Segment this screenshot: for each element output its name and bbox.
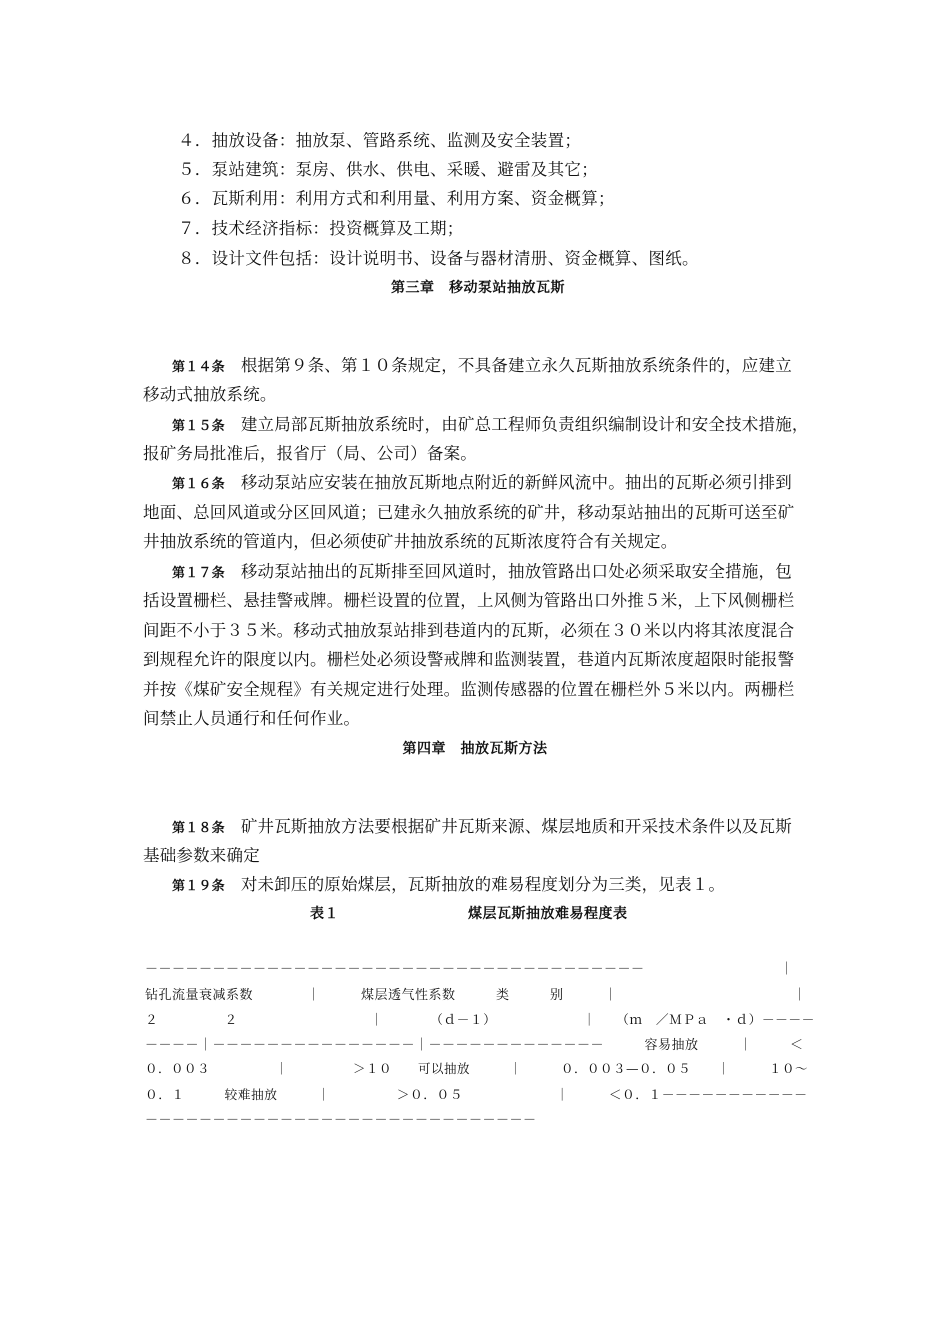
article-text: 间禁止人员通行和任何作业。 [143, 709, 361, 728]
article-text: 到规程允许的限度以内。栅栏处必须设警戒牌和监测装置，巷道内瓦斯浓度超限时能报警 [143, 650, 795, 669]
article-text: 矿井瓦斯抽放方法要根据矿井瓦斯来源、煤层地质和开采技术条件以及瓦斯 [240, 817, 792, 836]
table-row: ２ ２ ｜ （ｄ－１） ｜ （ｍ ／ＭＰａ ・ｄ）－－－－ [145, 1013, 815, 1028]
article-19 [172, 871, 725, 895]
table-row: ０．１ 较难抽放 ｜ ＞０．０５ ｜ ＜０．１－－－－－－－－－－－ [145, 1088, 808, 1103]
article-label: 第１５条 [172, 419, 225, 434]
list-item: ８．设计文件包括：设计说明书、设备与器材清册、资金概算、图纸。 [178, 249, 699, 268]
article-text: 建立局部瓦斯抽放系统时，由矿总工程师负责组织编制设计和安全技术措施， [240, 415, 809, 434]
article-text: 井抽放系统的管道内，但必须使矿井抽放系统的瓦斯浓度符合有关规定。 [143, 532, 678, 551]
table-border: ｜ [780, 962, 794, 977]
list-item: ６．瓦斯利用：利用方式和利用量、利用方案、资金概算； [178, 189, 615, 208]
table-row: －－－－－－－－－－－－－－－－－－－－－－－－－－－－－ [145, 1113, 537, 1128]
article-text: 对未卸压的原始煤层，瓦斯抽放的难易程度划分为三类，见表１。 [240, 875, 726, 894]
article-label: 第１６条 [172, 477, 225, 492]
article-15 [172, 411, 809, 435]
article-16 [172, 469, 792, 493]
article-18 [172, 813, 792, 837]
article-text: 并按《煤矿安全规程》有关规定进行处理。监测传感器的位置在栅栏外５米以内。两栅栏 [143, 680, 795, 699]
article-label: 第１９条 [172, 879, 225, 894]
list-item: ７．技术经济指标：投资概算及工期； [178, 219, 464, 238]
table-title: 煤层瓦斯抽放难易程度表 [468, 906, 628, 922]
article-label: 第１４条 [172, 360, 225, 375]
table-row: －－－－－－－－－－－－－－－－－－－－－－－－－－－－－－－－－－－－－ [145, 962, 645, 977]
table-row: 钻孔流量衰减系数 ｜ 煤层透气性系数 类 别 ｜ [145, 988, 618, 1003]
list-item: ５．泵站建筑：泵房、供水、供电、采暖、避雷及其它； [178, 160, 598, 179]
article-text: 根据第９条、第１０条规定，不具备建立永久瓦斯抽放系统条件的，应建立 [240, 356, 792, 375]
article-label: 第１７条 [172, 566, 225, 581]
table-row: ０．００３ ｜ ＞１０ 可以抽放 ｜ ０．００３—０．０５ ｜ １０～ [145, 1061, 809, 1076]
article-text: 报矿务局批准后，报省厅（局、公司）备案。 [143, 444, 477, 463]
article-14 [172, 352, 792, 376]
table-label: 表１ [310, 906, 339, 922]
list-item: ４．抽放设备：抽放泵、管路系统、监测及安全装置； [178, 131, 582, 150]
article-text: 地面、总回风道或分区回风道；已建永久抽放系统的矿井，移动泵站抽出的瓦斯可送至矿 [143, 503, 795, 522]
article-text: 基础参数来确定 [143, 846, 260, 865]
article-text: 间距不小于３５米。移动式抽放泵站排到巷道内的瓦斯，必须在３０米以内将其浓度混合 [143, 621, 795, 640]
article-text: 移动泵站应安装在抽放瓦斯地点附近的新鲜风流中。抽出的瓦斯必须引排到 [240, 473, 792, 492]
article-17 [172, 558, 792, 582]
article-text: 括设置栅栏、悬挂警戒牌。栅栏设置的位置，上风侧为管路出口外推５米，上下风侧栅栏 [143, 591, 795, 610]
table-border: ＜ [790, 1038, 804, 1053]
article-text: 移动泵站抽出的瓦斯排至回风道时，抽放管路出口处必须采取安全措施，包 [240, 562, 792, 581]
chapter-title: 第三章 移动泵站抽放瓦斯 [391, 280, 565, 296]
article-label: 第１８条 [172, 821, 225, 836]
chapter-title: 第四章 抽放瓦斯方法 [402, 741, 548, 757]
table-row: －－－－｜－－－－－－－－－－－－－－－｜－－－－－－－－－－－－－ 容易抽放 ｜ [145, 1038, 753, 1053]
table-border: ｜ [793, 988, 807, 1003]
article-text: 移动式抽放系统。 [143, 385, 277, 404]
